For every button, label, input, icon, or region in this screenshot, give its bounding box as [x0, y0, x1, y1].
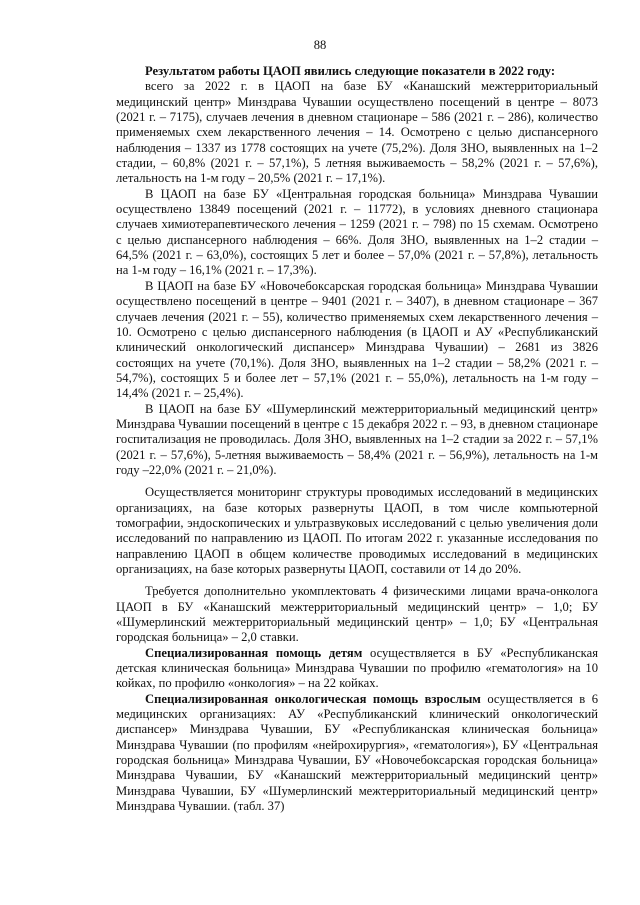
section-heading-text: Результатом работы ЦАОП явились следующие показатели в 2022 году:: [145, 64, 556, 78]
spacer: [116, 577, 598, 584]
section-heading: [116, 64, 598, 79]
page-content: [116, 64, 598, 815]
children-care-text: осуществляется в БУ «Республиканская детская клиническая больница» Минздрава Чувашии по профилю «гематология» на 10 койках, по профилю «онкология» – на 22 койках.: [116, 645, 598, 691]
children-care-heading: Специализированная помощь детям: [145, 645, 363, 660]
paragraph-central-hospital-results: В ЦАОП на базе БУ «Центральная городская больница» Минздрава Чувашии осуществлено 13849 посещений (2021 г. – 11772), в условиях дневного стационара случаев химиотерапевтического лечения – 1259 (2021 г. – 798) по 15 схемам. Осмотрено с целью диспансерного наблюдения – 66%. Доля ЗНО, выявленных на 1–2 стадии – 64,5% (2021 г. – 63,0%), состоящих 5 лет и более – 57,0% (2021 г. – 57,8%), летальность на 1-м году – 16,1% (2021 г. – 17,3%).: [116, 186, 598, 278]
page-number: 88: [313, 38, 327, 52]
paragraph-monitoring: Осуществляется мониторинг структуры проводимых исследований в медицинских организациях, на базе которых развернуты ЦАОП, в том числе компьютерной томографии, эндоскопических и ультразвуковых исследований с целью увеличения доли исследований по направлению из ЦАОП. По итогам 2022 г. указанные исследования по направлению ЦАОП в общем количестве проводимых исследований в медицинских организациях, на базе которых развернуты ЦАОП, составили от 14 до 20%.: [116, 485, 598, 576]
adult-care-text: осуществляется в 6 медицинских организациях: АУ «Республиканский клинический онкологический диспансер» Минздрава Чувашии, БУ «Республиканская клиническая больница» Минздрава Чувашии (по профилям «нейрохирургия», «гематология»), БУ «Центральная городская больница» Минздрава Чувашии, БУ «Новочебоксарская городская больница» Минздрава Чувашии, БУ «Канашский межтерриториальный медицинский центр» Минздрава Чувашии, БУ «Шумерлинский межтерриториальный медицинский центр» Минздрава Чувашии. (табл. 37): [116, 691, 598, 814]
paragraph-kanash-results: всего за 2022 г. в ЦАОП на базе БУ «Канашский межтерриториальный медицинский центр» Минздрава Чувашии осуществлено посещений в центре – 8073 (2021 г. – 7175), случаев лечения в дневном стационаре – 586 (2021 г. – 286), количество применяемых схем лекарственного лечения – 14. Осмотрено с целью диспансерного наблюдения – 1337 из 1778 состоящих на учете (75,2%). Доля ЗНО, выявленных на 1–2 стадии, – 60,8% (2021 г. – 57,1%), 5 летняя выживаемость – 58,2% (2021 г. – 57,6%), летальность на 1-м году – 20,5% (2021 г. – 17,1%).: [116, 79, 598, 186]
paragraph-children-care: [116, 646, 598, 692]
paragraph-adult-care: [116, 692, 598, 815]
paragraph-novocheboksarsk-results: В ЦАОП на базе БУ «Новочебоксарская городская больница» Минздрава Чувашии осуществлено посещений в центре – 9401 (2021 г. – 3407), в дневном стационаре – 367 случаев лечения (2021 г. – 55), количество применяемых схем лекарственного лечения – 10. Осмотрено с целью диспансерного наблюдения (в ЦАОП и АУ «Республиканский клинический онкологический диспансер» Минздрава Чувашии) – 2681 из 3826 состоящих на учете (70,1%). Доля ЗНО, выявленных на 1–2 стадии – 58,2% (2021 г. – 54,7%), состоящих 5 и более лет – 57,1% (2021 г. – 55,0%), летальность на 1-м году – 14,4% (2021 г. – 25,4%).: [116, 278, 598, 401]
paragraph-staffing: Требуется дополнительно укомплектовать 4 физическими лицами врача-онколога ЦАОП в БУ «Канашский межтерриториальный медицинский центр» – 1,0; БУ «Шумерлинский межтерриториальный медицинский центр» – 1,0; БУ «Центральная городская больница» – 2,0 ставки.: [116, 584, 598, 645]
spacer: [116, 478, 598, 485]
adult-care-heading: Специализированная онкологическая помощь взрослым: [145, 691, 481, 706]
paragraph-shumerlya-results: В ЦАОП на базе БУ «Шумерлинский межтерриториальный медицинский центр» Минздрава Чувашии посещений в центре с 15 декабря 2022 г. – 93, в дневном стационаре госпитализация не проводилась. Доля ЗНО, выявленных на 1–2 стадии за 2022 г. – 57,1% (2021 г. – 57,6%), 5-летняя выживаемость – 58,4% (2021 г. – 56,9%), летальность на 1-м году –22,0% (2021 г. – 21,0%).: [116, 401, 598, 477]
